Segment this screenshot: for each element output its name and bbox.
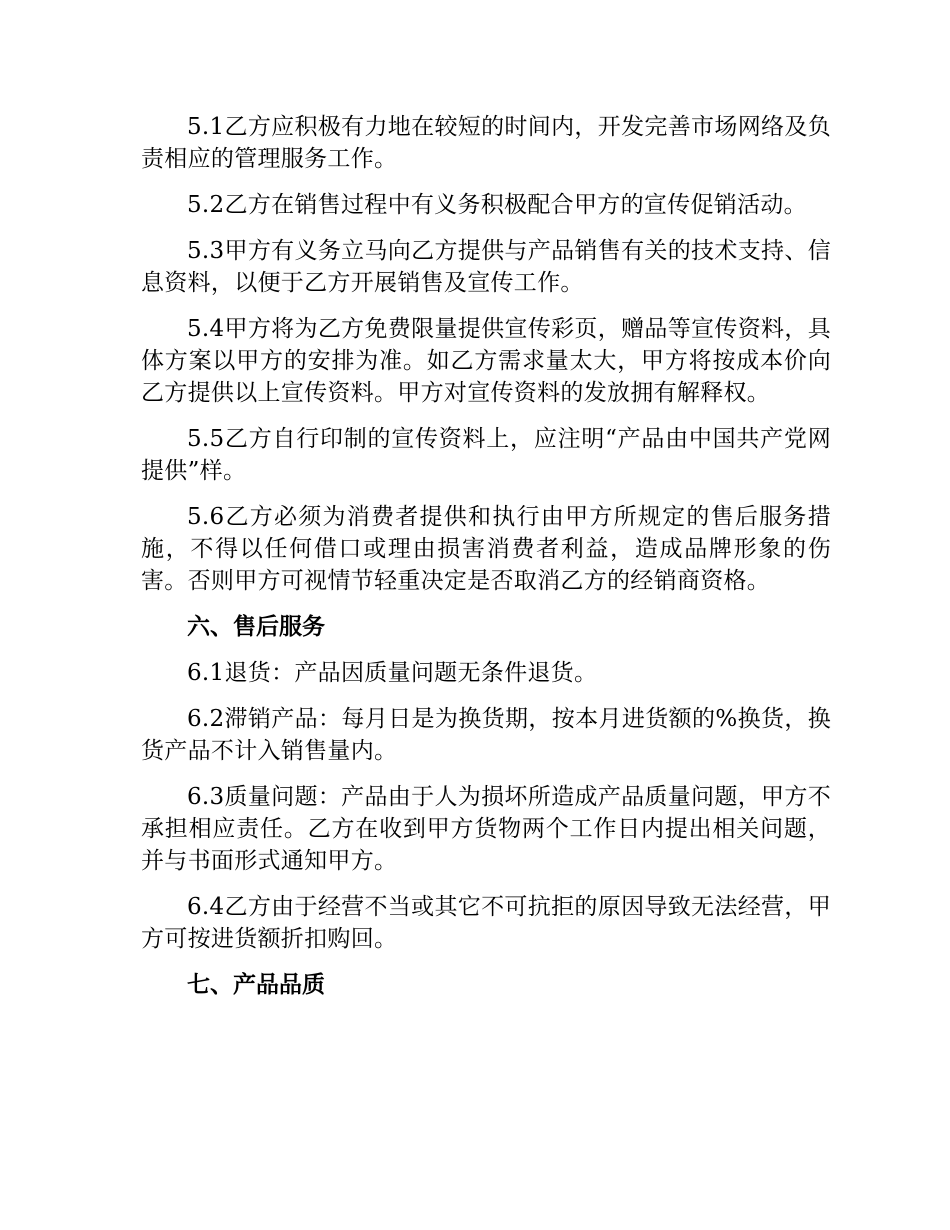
clause-5-3: 5.3甲方有义务立马向乙方提供与产品销售有关的技术支持、信息资料，以便于乙方开展销售及宣传工作。 (141, 238, 831, 296)
clause-5-6: 5.6乙方必须为消费者提供和执行由甲方所规定的售后服务措施，不得以任何借口或理由损害消费者利益，造成品牌形象的伤害。否则甲方可视情节轻重决定是否取消乙方的经销商资格。 (141, 504, 831, 594)
clause-6-4: 6.4乙方由于经营不当或其它不可抗拒的原因导致无法经营，甲方可按进货额折扣购回。 (141, 894, 831, 952)
clause-5-4: 5.4甲方将为乙方免费限量提供宣传彩页，赠品等宣传资料，具体方案以甲方的安排为准。如乙方需求量太大，甲方将按成本价向乙方提供以上宣传资料。甲方对宣传资料的发放拥有解释权。 (141, 316, 831, 406)
clause-6-3: 6.3质量问题：产品由于人为损坏所造成产品质量问题，甲方不承担相应责任。乙方在收到甲方货物两个工作日内提出相关问题，并与书面形式通知甲方。 (141, 784, 831, 874)
clause-5-5: 5.5乙方自行印制的宣传资料上，应注明“产品由中国共产党网提供”样。 (141, 426, 831, 484)
clause-5-1: 5.1乙方应积极有力地在较短的时间内，开发完善市场网络及负责相应的管理服务工作。 (141, 114, 831, 172)
section-heading-7: 七、产品品质 (187, 971, 325, 998)
document-body (141, 111, 831, 1015)
clause-6-2: 6.2滞销产品：每月日是为换货期，按本月进货额的%换货，换货产品不计入销售量内。 (141, 706, 831, 764)
clause-5-2: 5.2乙方在销售过程中有义务积极配合甲方的宣传促销活动。 (187, 192, 807, 218)
clause-6-1: 6.1退货：产品因质量问题无条件退货。 (187, 660, 598, 686)
section-heading-6: 六、售后服务 (187, 613, 325, 640)
